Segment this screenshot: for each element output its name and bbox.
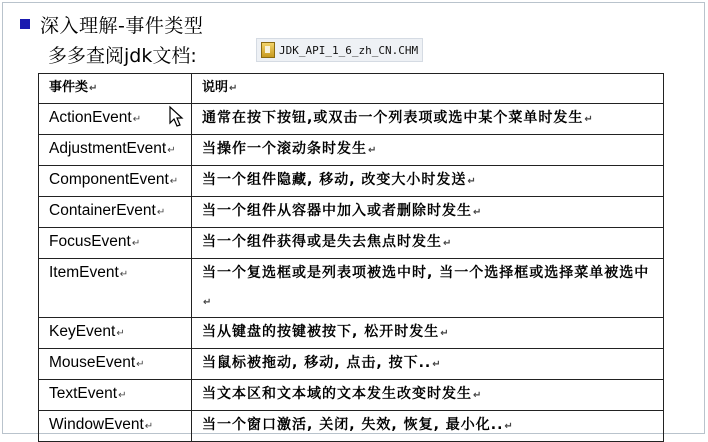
event-description: 当一个复选框或是列表项被选中时, 当一个选择框或选择菜单被选中↵ bbox=[192, 259, 664, 318]
table-row bbox=[39, 259, 664, 318]
event-description: 当从键盘的按键被按下, 松开时发生↵ bbox=[192, 318, 664, 349]
event-name: TextEvent↵ bbox=[39, 380, 192, 411]
table-row bbox=[39, 166, 664, 197]
event-name: MouseEvent↵ bbox=[39, 349, 192, 380]
event-description: 当鼠标被拖动, 移动, 点击, 按下..↵ bbox=[192, 349, 664, 380]
event-name: ItemEvent↵ bbox=[39, 259, 192, 318]
chm-attachment-label: JDK_API_1_6_zh_CN.CHM bbox=[279, 43, 419, 57]
table-row bbox=[39, 197, 664, 228]
subtitle-line bbox=[48, 40, 197, 68]
slide-heading bbox=[20, 10, 203, 38]
event-description: 当一个组件获得或是失去焦点时发生↵ bbox=[192, 228, 664, 259]
event-name: ContainerEvent↵ bbox=[39, 197, 192, 228]
table-header-row bbox=[39, 74, 664, 104]
table-row bbox=[39, 228, 664, 259]
chm-attachment[interactable] bbox=[256, 38, 423, 62]
event-description: 当操作一个滚动条时发生↵ bbox=[192, 135, 664, 166]
event-description: 当一个组件从容器中加入或者删除时发生↵ bbox=[192, 197, 664, 228]
event-name: AdjustmentEvent↵ bbox=[39, 135, 192, 166]
event-name: KeyEvent↵ bbox=[39, 318, 192, 349]
mouse-cursor-icon bbox=[168, 105, 186, 129]
event-description: 通常在按下按钮,或双击一个列表项或选中某个菜单时发生↵ bbox=[192, 104, 664, 135]
table-row bbox=[39, 349, 664, 380]
event-types-table bbox=[38, 73, 664, 442]
table-row bbox=[39, 380, 664, 411]
page-title: 深入理解-事件类型 bbox=[40, 14, 204, 37]
header-description: 说明↵ bbox=[192, 74, 664, 104]
table-row bbox=[39, 104, 664, 135]
event-description: 当一个组件隐藏, 移动, 改变大小时发送↵ bbox=[192, 166, 664, 197]
event-description: 当一个窗口激活, 关闭, 失效, 恢复, 最小化..↵ bbox=[192, 411, 664, 442]
chm-file-icon bbox=[261, 42, 275, 58]
event-name: ActionEvent↵ bbox=[39, 104, 192, 135]
header-event-class: 事件类↵ bbox=[39, 74, 192, 104]
square-bullet-icon bbox=[20, 19, 30, 29]
subtitle-text: 多多查阅jdk文档: bbox=[48, 44, 197, 67]
event-description: 当文本区和文本域的文本发生改变时发生↵ bbox=[192, 380, 664, 411]
event-name: WindowEvent↵ bbox=[39, 411, 192, 442]
table-row bbox=[39, 135, 664, 166]
table-row bbox=[39, 318, 664, 349]
event-name: ComponentEvent↵ bbox=[39, 166, 192, 197]
event-name: FocusEvent↵ bbox=[39, 228, 192, 259]
